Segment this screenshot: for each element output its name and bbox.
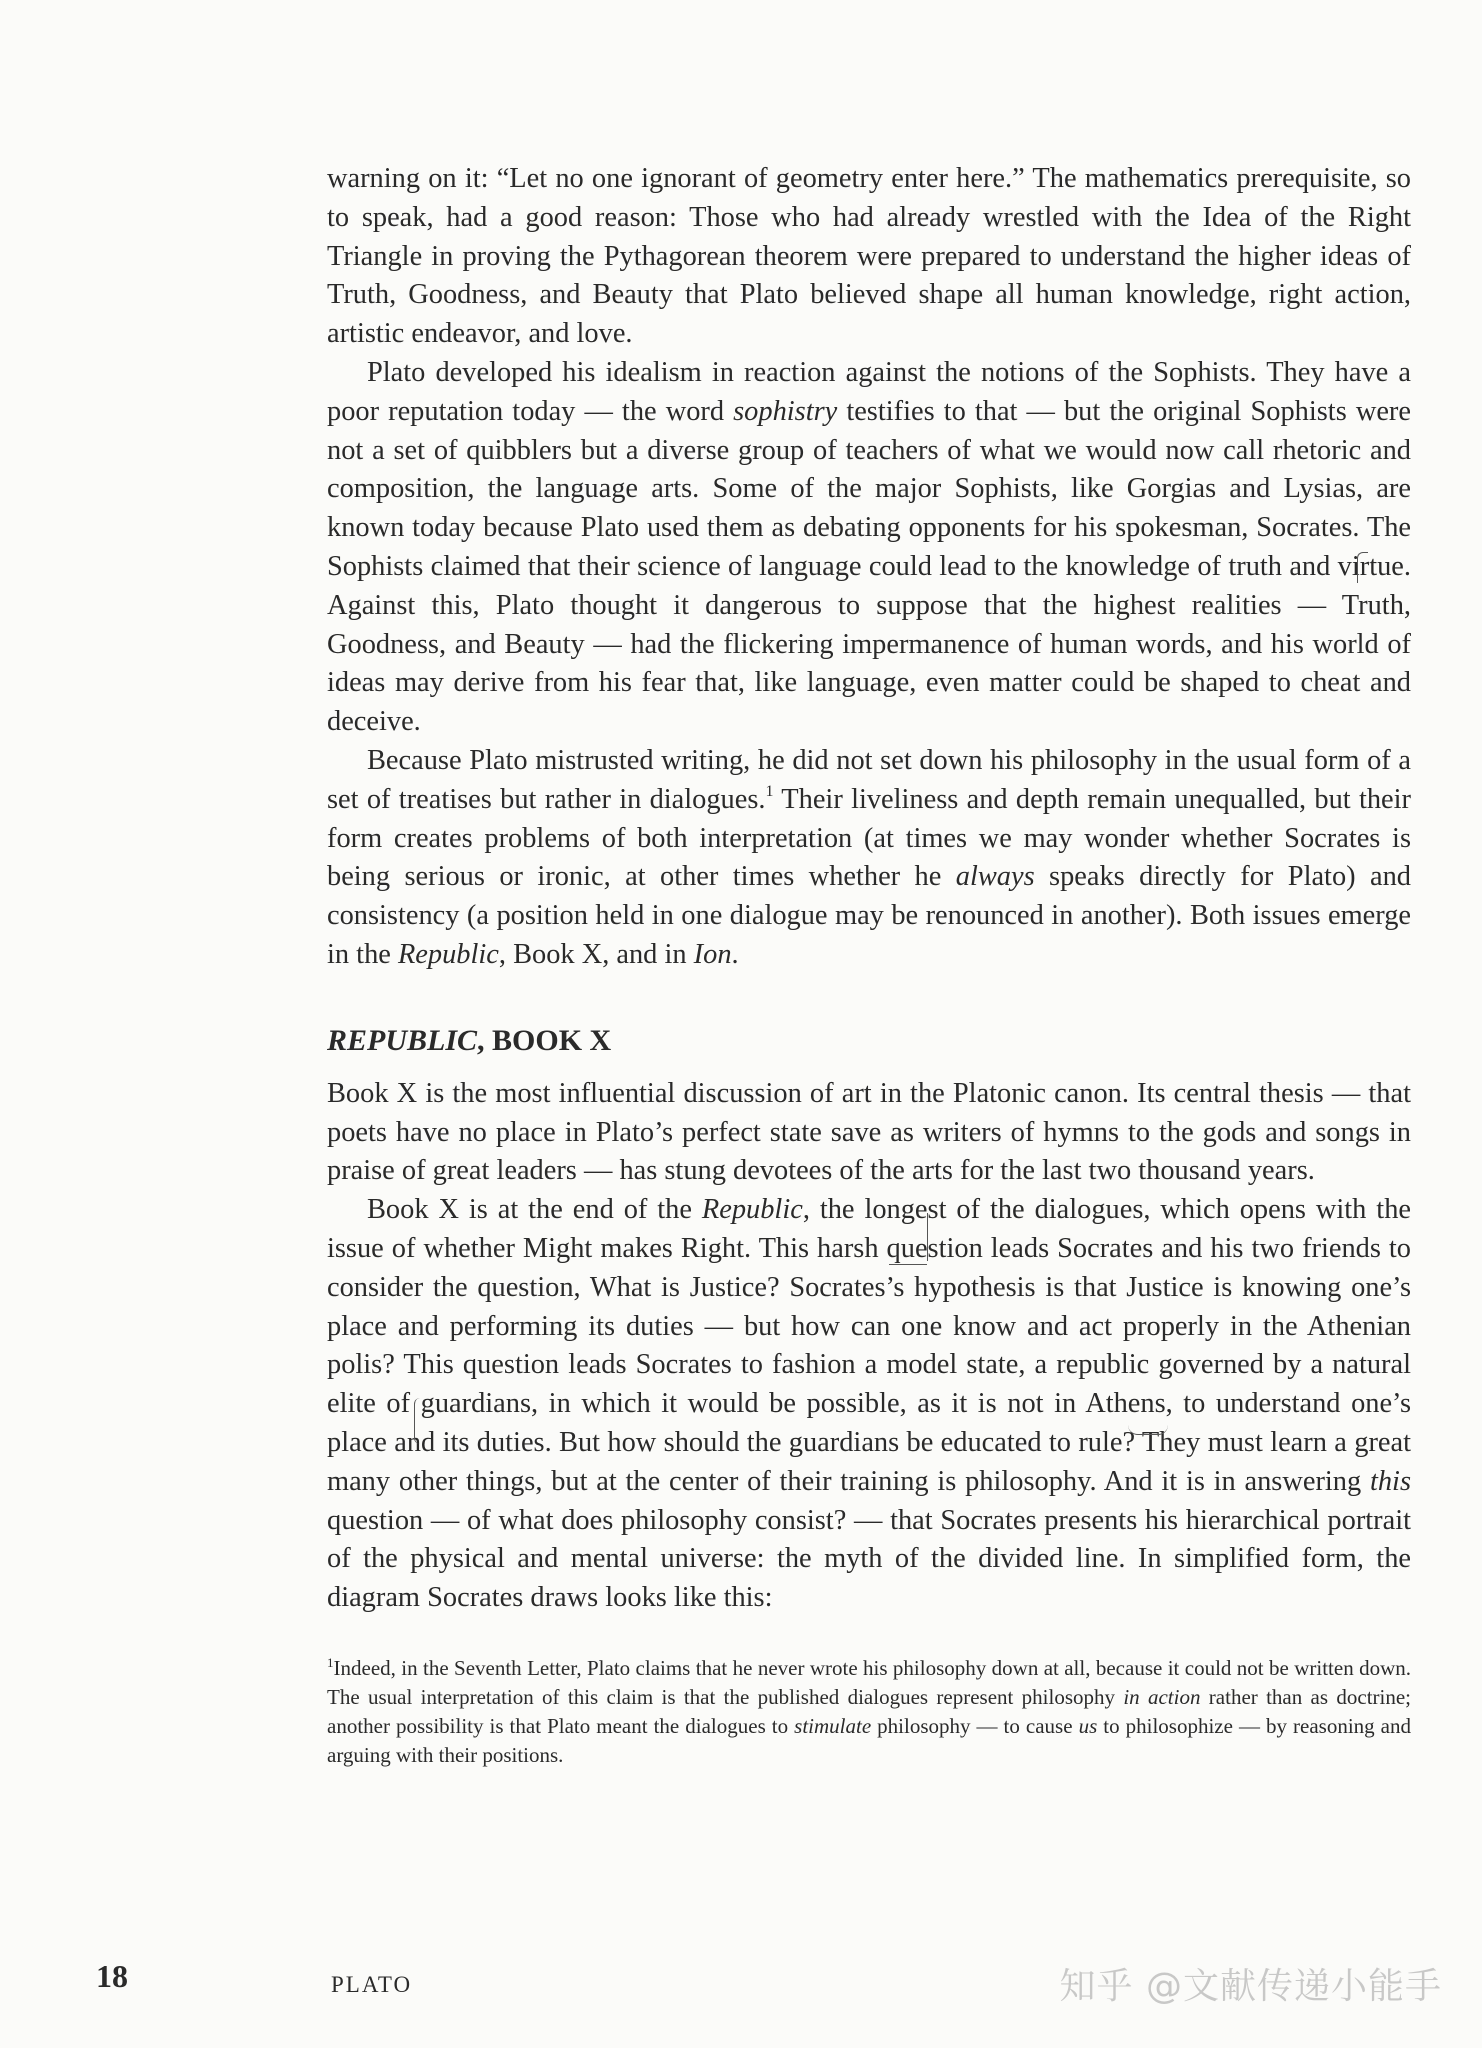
- text-run: testifies to that — but the original Sophists were not a set of quibblers but a diverse group of teachers of what we would now call rhetoric and composition, the language arts. Some of the major Sophists, like Gorgias and Lysias, are known today because Plato used them as debating opponents for his spokesman, Socrates. The Sophists claimed that their science of language could lead to the knowledge of truth and virtue. Against this, Plato thought it dangerous to suppose that the highest realities — Truth, Goodness, and Beauty — had the flickering impermanence of human words, and his world of ideas may derive from his fear that, like language, even matter could be shaped to cheat and deceive.: [327, 395, 1411, 738]
- pencil-mark: [1357, 552, 1368, 583]
- heading-emphasis: REPUBLIC: [327, 1023, 478, 1057]
- text-run: to philosophize — by reasoning and arguing with their positions.: [327, 1713, 1411, 1767]
- pencil-mark: [414, 1398, 421, 1444]
- section-paragraph-1: Book X is the most influential discussion of art in the Platonic canon. Its central thesis — that poets have no place in Plato’s perfect state save as writers of hymns to the gods and songs in praise of great leaders — has stung devotees of the arts for the last two thousand years.: [327, 1077, 1411, 1187]
- text-run: Their liveliness and depth remain unequalled, but their form creates problems of both interpretation (at times we may wonder whether Socrates is being serious or ironic, at other times whether he: [327, 783, 1411, 893]
- text-run: rather than as doctrine; another possibility is that Plato meant the dialogues to: [327, 1684, 1412, 1738]
- section-paragraph-2: [327, 1191, 1411, 1618]
- emphasis: Republic: [701, 1194, 803, 1226]
- footnote-marker: 1: [327, 1654, 334, 1670]
- text-run: philosophy — to cause: [871, 1713, 1079, 1738]
- watermark: 知乎 @文献传递小能手: [1059, 1966, 1442, 2007]
- emphasis: Ion: [693, 938, 732, 970]
- pencil-mark: [1128, 1420, 1168, 1435]
- emphasis: Republic: [397, 938, 499, 970]
- pencil-mark: [889, 1264, 927, 1267]
- text-run: , the longest of the dialogues, which opens with the issue of whether Might makes Right. This harsh question leads Socrates and his two friends to consider the question, What is Justice? Socrates’s hypothesis is that Justice is knowing one’s place and performing its duties — but how can one know and act properly in the Athenian polis? This question leads Socrates to fashion a model state, a republic governed by a natural elite of guardians, in which it would be possible, as it is not in Athens, to understand one’s place and its duties. But how should the guardians be educated to rule? They must learn a great many other things, but at the center of their training is philosophy. And it is in answering: [327, 1194, 1411, 1497]
- running-footer: PLATO: [331, 1972, 413, 1997]
- heading-text: , BOOK X: [477, 1023, 612, 1057]
- page-body: [327, 160, 1411, 1770]
- pencil-mark: [925, 1213, 928, 1261]
- text-run: .: [731, 938, 739, 970]
- footnote: [327, 1654, 1411, 1770]
- text-run: Indeed, in the Seventh Letter, Plato claims that he never wrote his philosophy down at all, because it could not be written down. The usual interpretation of this claim is that the published dialogues represent philosophy: [327, 1655, 1411, 1709]
- text-run: Plato developed his idealism in reaction against the notions of the Sophists. They have a poor reputation today — the word: [327, 356, 1411, 427]
- emphasis: always: [955, 861, 1035, 893]
- emphasis: this: [1369, 1465, 1411, 1497]
- emphasis: us: [1078, 1713, 1098, 1738]
- emphasis: stimulate: [794, 1713, 872, 1738]
- intro-paragraph-1: warning on it: “Let no one ignorant of geometry enter here.” The mathematics prerequisite, so to speak, had a good reason: Those who had already wrestled with the Idea of the Right Triangle in proving the Pythagorean theorem were prepared to understand the higher ideas of Truth, Goodness, and Beauty that Plato believed shape all human knowledge, right action, artistic endeavor, and love.: [327, 163, 1411, 350]
- page-number: 18: [96, 1958, 128, 1994]
- text-run: Because Plato mistrusted writing, he did not set down his philosophy in the usual form of a set of treatises but rather in dialogues.: [327, 744, 1411, 815]
- intro-paragraph-2: [327, 354, 1411, 742]
- emphasis: in action: [1123, 1684, 1201, 1709]
- emphasis: sophistry: [733, 395, 838, 427]
- section-heading: [327, 1021, 1411, 1061]
- footnote-reference[interactable]: 1: [765, 782, 774, 800]
- text-run: , Book X, and in: [498, 938, 694, 970]
- text-run: Book X is at the end of the: [367, 1194, 702, 1226]
- text-run: speaks directly for Plato) and consistency (a position held in one dialogue may be renounced in another). Both issues emerge in the: [327, 861, 1411, 970]
- intro-paragraph-3: [327, 742, 1411, 975]
- text-run: question — of what does philosophy consist? — that Socrates presents his hierarchical portrait of the physical and mental universe: the myth of the divided line. In simplified form, the diagram Socrates draws looks like this:: [327, 1504, 1411, 1614]
